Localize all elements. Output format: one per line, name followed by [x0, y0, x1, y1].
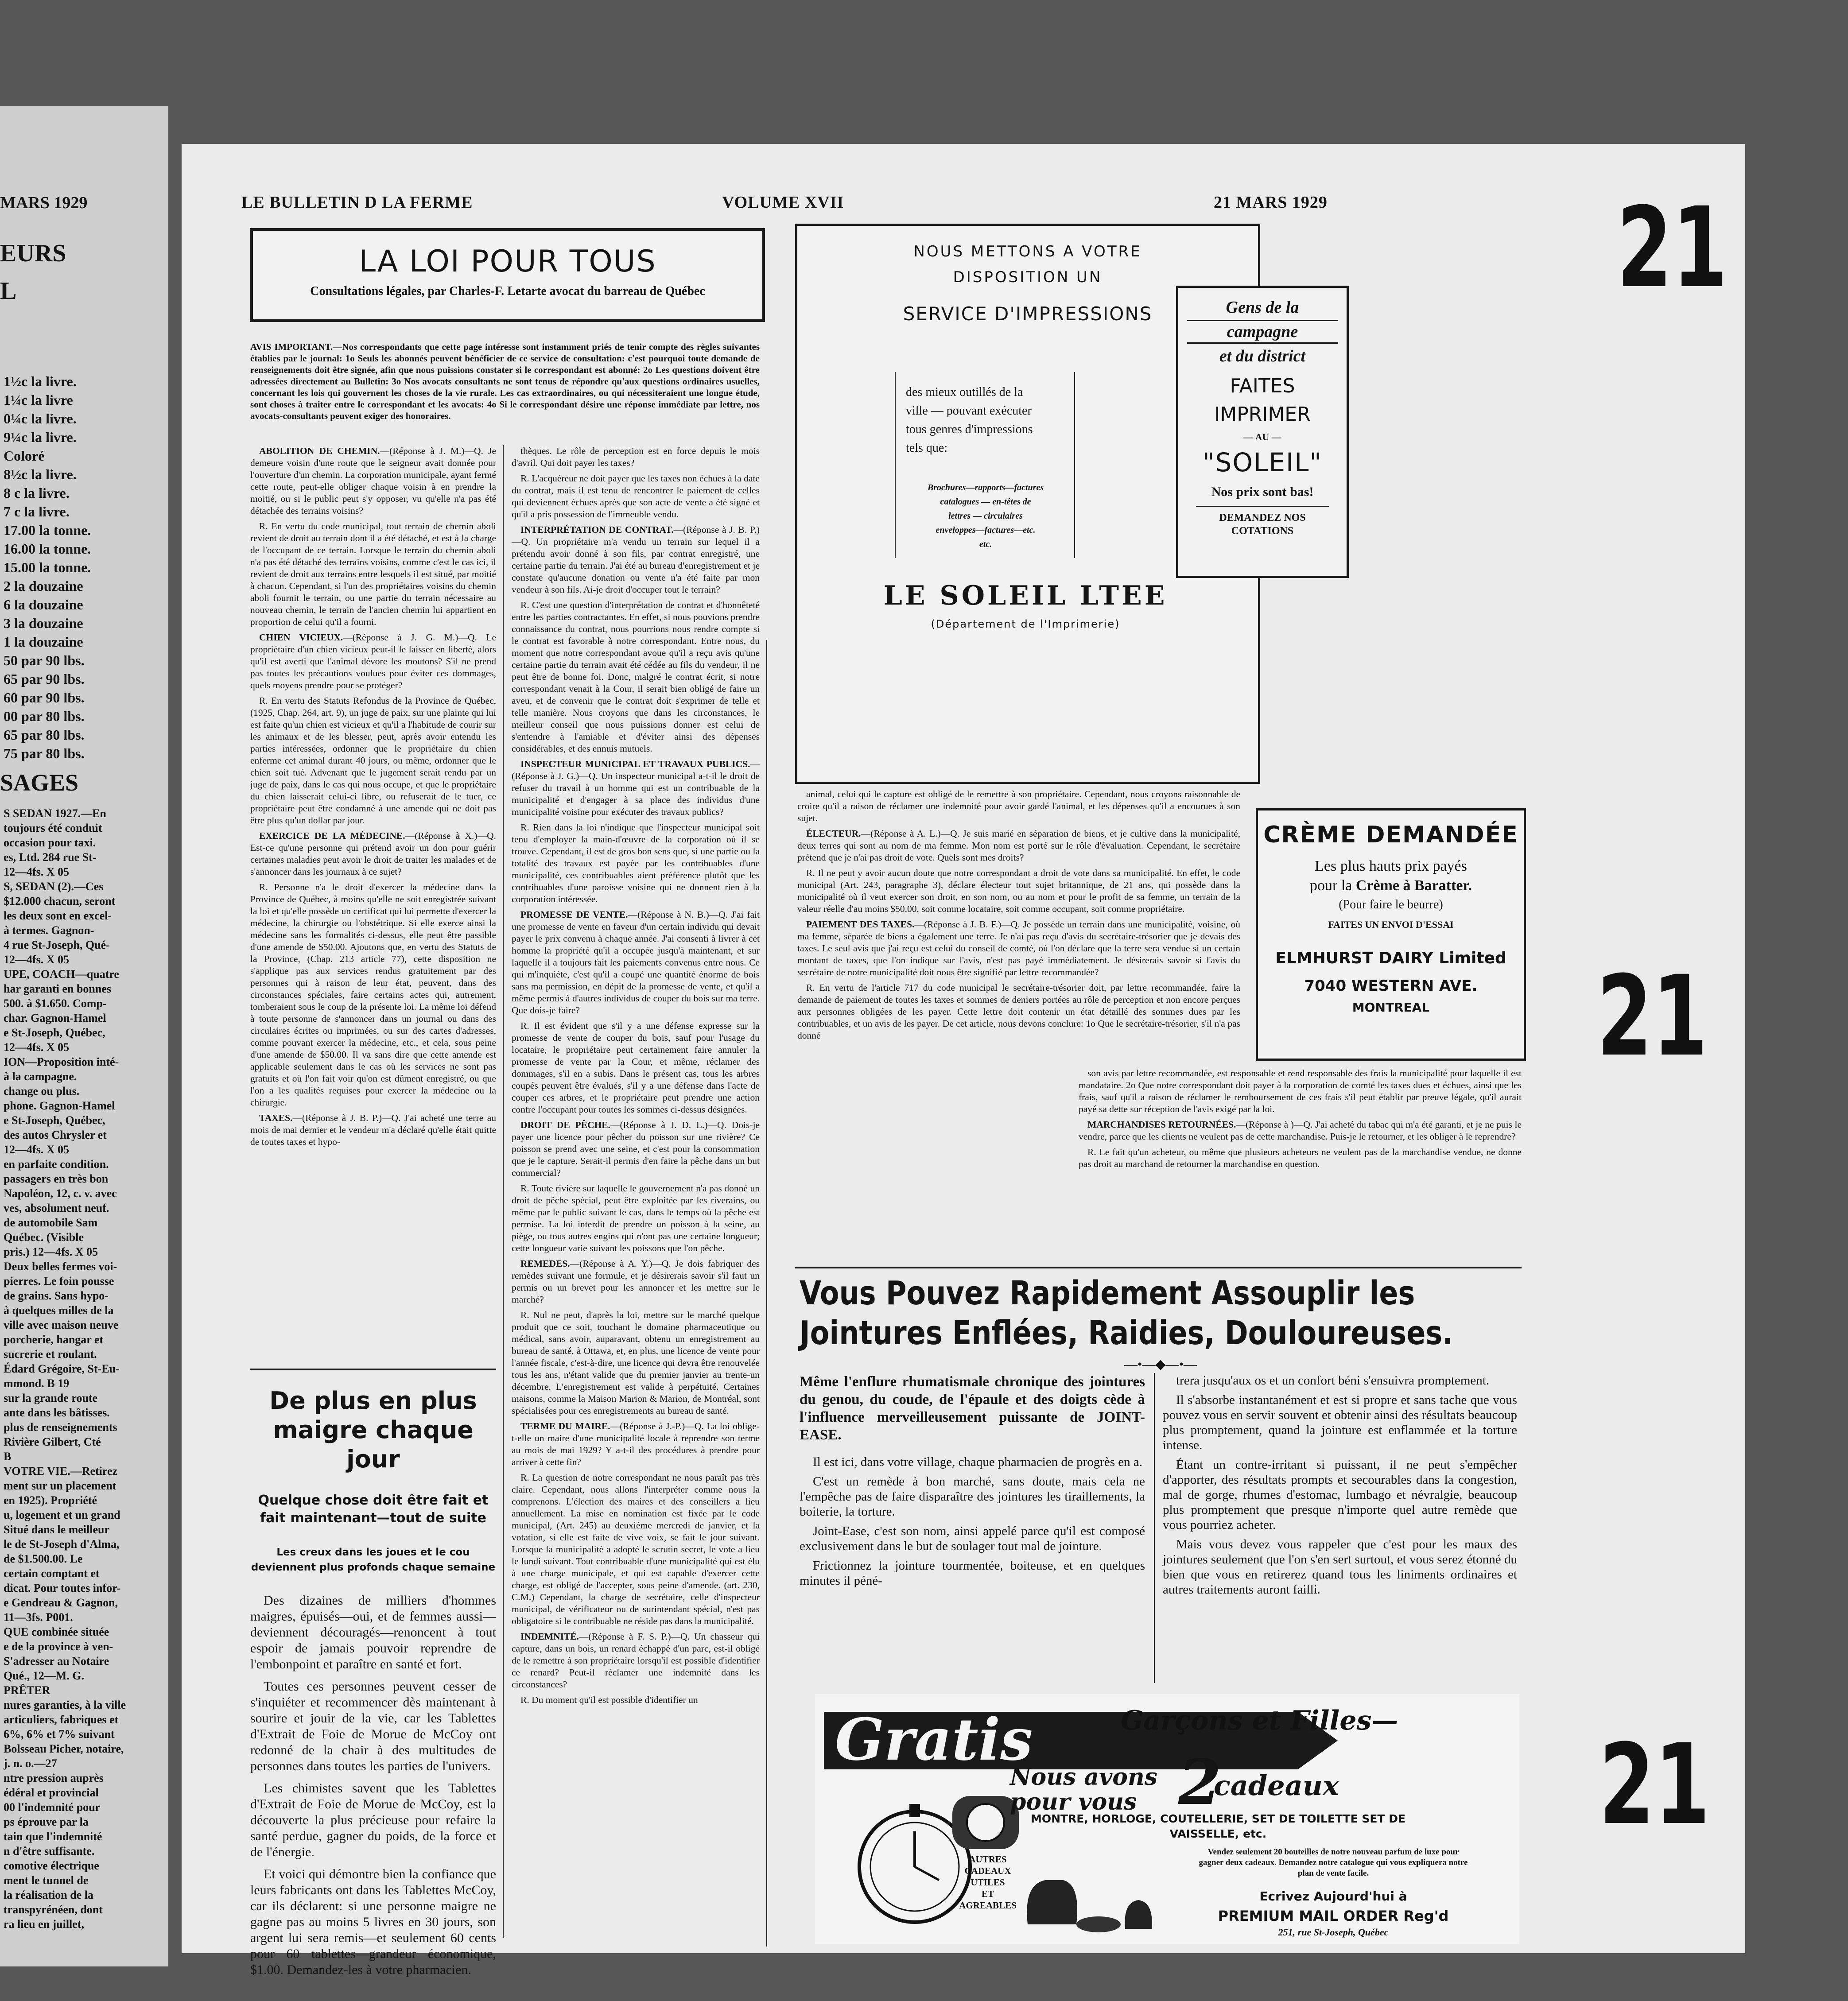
classified-line: S SEDAN 1927.—En	[4, 807, 106, 820]
classified-line: phone. Gagnon-Hamel	[4, 1099, 115, 1112]
page-number-21: 21	[1617, 183, 1728, 312]
classified-line: Qué., 12—M. G.	[4, 1669, 84, 1682]
article-text: R. Le fait qu'un acheteur, ou même que plusieurs acheteurs ne veulent pas de la marchandise vendue, ne donne pas droit au marchand de retourner la marchandise en question.	[1079, 1147, 1522, 1169]
article-text: R. En vertu du code municipal, tout terrain de chemin aboli revient de droit au terrain dont il a été détaché, et est à la charge de l'occupant de ce terrain. Lorsque le terrain du chemin aboli n'a pas été détaché des terrains voisins, comme c'est le cas ici, il revient de droit aux terrains entre lesquels il est situé, par moitié à chacun. Cependant, si l'un des propriétaires voisins du chemin aboli fournit le terrain, ou une partie du terrain nécessaire au nouveau chemin, le terrain de l'ancien chemin lui appartient en proportion de celui qu'il a fourni.	[250, 521, 496, 627]
maigre-ad	[250, 1369, 496, 1977]
divider	[1196, 506, 1329, 507]
classified-line: ION—Proposition inté-	[4, 1055, 119, 1068]
soleil-line2: DISPOSITION UN	[953, 268, 1103, 286]
article-text: —(Réponse à )—Q. J'ai acheté du tabac qui m'a été garanti, et je ne puis le vendre, parce que les clients ne veulent pas de cette marchandise. Puis-je le retourner, et les obliger à le reprendre?	[1079, 1119, 1522, 1142]
jointures-headline-2: Jointures Enflées, Raidies, Douloureuses.	[800, 1314, 1453, 1352]
gratis-ad	[815, 1694, 1519, 1944]
article-text: R. Nul ne peut, d'après la loi, mettre sur le marché quelque produit que ce soit, touchant le domaine pharmaceutique ou médical, sans avoir, auparavant, obtenu un enregistrement au bureau de santé, à Ottawa, et, en plus, une licence de vente pour l'année fiscale, c'est-à-dire, une licence qui devra être renouvelée tous les ans, n'étant valide que du premier janvier au trente-un décembre. L'enregistrement est valide à perpétuité. Certaines maisons, comme la Maison Marion & Marion, de Montréal, sont spécialisées pour ces enregistrements au bureau de santé.	[512, 1310, 760, 1416]
divider	[895, 372, 896, 558]
classified-line: Bolsseau Picher, notaire,	[4, 1742, 124, 1755]
article-text: R. La question de notre correspondant ne nous paraît pas très claire. Cependant, nous allons l'interpréter comme nous la comprenons. L'élection des maires et des conseillers a lieu annuellement. La mise en nomination est fixée par le code municipal, (Art. 245) au deuxième mercredi de janvier, et la votation, si elle est faite de vive voix, se fait le jour suivant. Lorsque la municipalité a adopté le scrutin secret, le vote a lieu le lundi suivant. Tout contribuable d'une municipalité qui est élu à une charge municipale, et qui est capable d'exercer cette charge, est obligé de l'accepter, sous peine d'amende. (art. 230, C.M.) Cependant, la charge de secrétaire, celle d'inspecteur municipal, de vérificateur ou de surintendant spécial, n'est pas obligatoire si le contribuable ne réside pas dans la municipalité.	[512, 1472, 760, 1626]
classified-line: pris.) 12—4fs. X 05	[4, 1245, 98, 1258]
classified-line: S'adresser au Notaire	[4, 1655, 109, 1668]
classified-line: de grains. Sans hypo-	[4, 1289, 109, 1302]
classified-line: porcherie, hangar et	[4, 1333, 104, 1346]
classified-line: Québec. (Visible	[4, 1231, 84, 1244]
classified-line: e Gendreau & Gagnon,	[4, 1596, 118, 1609]
classified-line: toujours été conduit	[4, 822, 102, 834]
soleil-item: catalogues — en-têtes de	[940, 497, 1031, 507]
masthead-volume: VOLUME XVII	[722, 193, 844, 212]
article-text: —(Réponse à J. B. P.)—Q. J'ai acheté une terre au mois de mai dernier et le vendeur m'a déclaré qu'elle était quitte de toutes taxes et hypo-	[250, 1113, 496, 1147]
classified-line: articuliers, fabriques et	[4, 1713, 119, 1726]
article-text: R. L'acquéreur ne doit payer que les taxes non échues à la date du contrat, mais il est tenu de rencontrer le paiement de celles qui deviennent échues après que son acte de vente a été signé et qu'il a pris possession de l'immeuble vendu.	[512, 473, 760, 520]
classified-line: S, SEDAN (2).—Ces	[4, 880, 104, 893]
side-l8: Nos prix sont bas!	[1211, 485, 1314, 499]
article-paragraph	[512, 1420, 760, 1468]
classified-line: har garanti en bonnes	[4, 982, 111, 995]
article-text: R. Il ne peut y avoir aucun doute que notre correspondant a droit de vote dans sa municipalité. En effet, le code municipal (Art. 243, paragraphe 3), déclare électeur tout sujet britannique, de 21 ans, qui possède dans la municipalité où il veut exercer son droit, en son nom, ou au nom et pour le profit de sa femme, un terrain de la valeur réelle d'au moins $50.00, soit comme locataire, soit comme occupant, soit comme propriétaire.	[797, 868, 1240, 914]
article-heading: INDEMNITÉ.	[520, 1631, 579, 1642]
maigre-headline: De plus en plus maigre chaque jour	[269, 1387, 477, 1473]
classified-line: les deux sont en excel-	[4, 909, 112, 922]
article-paragraph	[1079, 1067, 1522, 1115]
classified-line: 12—4fs. X 05	[4, 865, 70, 878]
classified-line: ves, absolument neuf.	[4, 1202, 109, 1214]
classified-line: ment le tunnel de	[4, 1874, 89, 1887]
article-text: R. Du moment qu'il est possible d'identifier un	[520, 1695, 698, 1705]
jointures-left-col	[800, 1454, 1145, 1588]
price-line: 3 la douzaine	[4, 615, 83, 631]
gratis-nous: Nous avons pour vous	[1010, 1764, 1158, 1815]
creme-l4: FAITES UN ENVOI D'ESSAI	[1328, 919, 1454, 930]
paragraph: trera jusqu'aux os et un confort béni s'ensuivra promptement.	[1176, 1373, 1490, 1388]
article-heading: MARCHANDISES RETOURNÉES.	[1087, 1119, 1236, 1130]
classified-line: la réalisation de la	[4, 1889, 93, 1901]
side-l2: campagne	[1187, 320, 1338, 344]
article-paragraph	[797, 788, 1240, 824]
jointures-ad	[800, 1273, 1522, 1699]
classified-line: ante dans les bâtisses.	[4, 1406, 110, 1419]
price-line: 60 par 90 lbs.	[4, 690, 85, 706]
classified-line: ville avec maison neuve	[4, 1318, 119, 1331]
loi-column-4	[1079, 1067, 1522, 1262]
tea-set-icon	[1027, 1880, 1152, 1932]
classified-line: des autos Chrysler et	[4, 1128, 107, 1141]
classified-line: 4 rue St-Joseph, Qué-	[4, 938, 110, 951]
price-line: 15.00 la tonne.	[4, 559, 91, 575]
classified-line: dicat. Pour toutes infor-	[4, 1582, 121, 1594]
classified-line: es, Ltd. 284 rue St-	[4, 851, 97, 864]
article-heading: ABOLITION DE CHEMIN.	[259, 446, 380, 456]
left-page-date: MARS 1929	[0, 194, 88, 212]
article-paragraph	[797, 982, 1240, 1042]
price-line: 17.00 la tonne.	[4, 522, 91, 538]
article-heading: TERME DU MAIRE.	[520, 1421, 610, 1431]
jointures-right-col	[1163, 1373, 1517, 1602]
loi-column-1	[250, 445, 496, 1362]
creme-l2b: Crème à Baratter.	[1355, 877, 1472, 894]
left-page-section: SAGES	[0, 769, 79, 796]
article-paragraph	[797, 919, 1240, 978]
masthead-date: 21 MARS 1929	[1214, 193, 1328, 212]
classified-line: Rivière Gilbert, Cté	[4, 1435, 101, 1448]
gratis-word: Gratis	[835, 1706, 1033, 1773]
article-text: R. En vertu des Statuts Refondus de la Province de Québec, (1925, Chap. 264, art. 9), un juge de paix, sur une plainte qui lui est faite qu'un chien est vicieux et qu'il a l'habitude de courir sur les animaux et de les blesser, peut, après avoir entendu les parties intéressées, ordonner que le propriétaire du chien enferme cet animal durant 40 jours, ou même, ordonner que le chien soit tué. Advenant que le jugement serait rendu par un juge de paix, dans le cas qui nous occupe, et que le propriétaire du chien laisserait celui-ci libre, ou refuserait de le tuer, ce propriétaire peut être condamné à une amende qui ne doit pas être plus qu'un dollar par jour.	[250, 695, 496, 826]
newspaper-page	[182, 144, 1745, 1977]
paragraph: C'est un remède à bon marché, sans doute, mais cela ne l'empêche pas de faire disparaître des jointures les tiraillements, la boiterie, la torture.	[800, 1474, 1145, 1519]
soleil-side-box	[1176, 286, 1349, 578]
classified-line: à termes. Gagnon-	[4, 924, 94, 937]
gratis-vendez: Vendez seulement 20 bouteilles de notre nouveau parfum de luxe pour gagner deux cadeaux. Demandez notre catalogue qui vous expliquera notre plan de vente facile.	[1199, 1847, 1468, 1878]
classified-line: transpyrénéen, dont	[4, 1903, 103, 1916]
article-heading: PROMESSE DE VENTE.	[520, 909, 628, 920]
soleil-item: lettres — circulaires	[948, 511, 1023, 521]
soleil-items	[901, 481, 1070, 551]
article-text: R. C'est une question d'interprétation de contrat et d'honnêteté entre les parties contractantes. En effet, si nous pouvions prendre connaissance du contrat, nous pourrions nous rendre compte si le contrat est favorable à notre correspondant. Entre nous, du moment que notre correspondant avoue qu'il a reçu avis qu'une certaine partie du terrain avait été cédée au fils du vendeur, il ne peut être de bonne foi. Donc, malgré le contrat écrit, si notre correspondant venait à la Cour, il serait bien obligé de faire un aveu, et de convenir que le contrat doit s'exprimer de telle et telle manière. Nous croyons que dans les circonstances, le meilleur conseil que nous puissions donner est celui de s'entendre à l'amiable et d'éviter ainsi des dépenses considérables, et des ennuis mutuels.	[512, 600, 760, 754]
classified-line: 6%, 6% et 7% suivant	[4, 1728, 115, 1741]
side-l1: Gens de la	[1226, 298, 1299, 317]
article-text: R. En vertu de l'article 717 du code municipal le secrétaire-trésorier doit, par lettre recommandée, faire la demande de paiement de toutes les taxes et sommes de deniers portées au rôle de perception et non encore perçues aux personnes obligées de les payer. Cette lettre doit contenir un état détaillé des sommes dues par les contribuables, et un avis de les payer. De cet article, nous devons conclure: 1o Que le secrétaire-trésorier, s'il n'a pas donné	[797, 982, 1240, 1041]
price-line: 2 la douzaine	[4, 578, 83, 594]
soleil-item: enveloppes—factures—etc.	[936, 525, 1036, 535]
classified-line: e St-Joseph, Québec,	[4, 1114, 105, 1127]
classified-line: tain que l'indemnité	[4, 1830, 102, 1843]
article-paragraph	[512, 758, 760, 818]
soleil-body	[906, 383, 1070, 458]
article-text: —(Réponse à J. B. P.)—Q. Un propriétaire m'a vendu un terrain sur lequel il a prétendu avoir donné à son fils, par contrat enregistré, une certaine partie du terrain. J'ai été au bureau d'enregistrement et je constate qu'aucune donation ou vente n'a été faite par mon vendeur à son fils. Ai-je droit d'occuper tout le terrain?	[512, 524, 760, 595]
price-line: 65 par 90 lbs.	[4, 671, 85, 687]
article-paragraph	[250, 695, 496, 826]
soleil-body-line: des mieux outillés de la	[906, 385, 1023, 399]
article-text: —(Réponse à J. B. F.)—Q. Je possède un terrain dans une municipalité, voisine, où ma femme, séparée de biens a également une terre. Je n'ai pas reçu d'avis du secrétaire-trésorier que je devais des taxes. Le seul avis que j'ai reçu est celui du conseil de comté, où l'on déclare que la terre sera vendue si un certain montant de taxes, que l'on indique sur l'avis, n'est pas payé immédiatement. Je désirerais savoir si l'avis du secrétaire de notre municipalité doit nous être signifié par lettre recommandée?	[797, 919, 1240, 977]
article-heading: INSPECTEUR MUNICIPAL ET TRAVAUX PUBLICS.	[520, 759, 750, 769]
price-line: 16.00 la tonne.	[4, 541, 91, 557]
price-line: 50 par 90 lbs.	[4, 652, 85, 668]
jointures-lead: Même l'enflure rhumatismale chronique des jointures du genou, du coude, de l'épaule et des doigts cède à l'influence merveilleusement puissante de JOINT-EASE.	[800, 1374, 1145, 1443]
price-line: 65 par 80 lbs.	[4, 727, 85, 743]
classified-line: nures garanties, à la ville	[4, 1699, 126, 1711]
creme-l1: Les plus hauts prix payés	[1315, 858, 1467, 874]
creme-l6: 7040 WESTERN AVE.	[1304, 977, 1478, 995]
article-paragraph	[512, 1694, 760, 1706]
soleil-name: LE SOLEIL LTEE	[883, 580, 1168, 611]
soleil-item: etc.	[979, 539, 992, 549]
gratis-autres-line: ET	[981, 1889, 994, 1899]
classified-line: 500. à $1.650. Comp-	[4, 997, 107, 1010]
article-paragraph	[250, 520, 496, 628]
price-line: 1½c la livre.	[4, 373, 77, 389]
article-paragraph	[512, 473, 760, 520]
side-l4: FAITES	[1230, 375, 1295, 397]
article-heading: PAIEMENT DES TAXES.	[806, 919, 915, 930]
classified-line: passagers en très bon	[4, 1172, 109, 1185]
divider	[1074, 372, 1075, 558]
gratis-items: MONTRE, HORLOGE, COUTELLERIE, SET DE TOILETTE SET DE VAISSELLE, etc.	[1030, 1812, 1406, 1840]
classified-line: de automobile Sam	[4, 1216, 98, 1229]
classified-line: certain comptant et	[4, 1567, 100, 1580]
article-paragraph	[512, 1183, 760, 1254]
article-paragraph	[250, 881, 496, 1109]
classified-line: ment sur un placement	[4, 1479, 116, 1492]
classified-line: n d'être suffisante.	[4, 1845, 95, 1858]
gratis-autres-line: AGREABLES	[959, 1900, 1017, 1911]
article-paragraph	[512, 1258, 760, 1306]
creme-l2a: pour la	[1310, 877, 1356, 894]
classified-line: PRÊTER	[4, 1684, 50, 1697]
classified-line: à quelques milles de la	[4, 1304, 114, 1317]
soleil-line1: NOUS METTONS A VOTRE	[913, 243, 1142, 260]
classified-line: j. n. o.—27	[4, 1757, 57, 1770]
classified-line: $12.000 chacun, seront	[4, 895, 116, 907]
divider	[795, 1267, 1522, 1268]
soleil-service: SERVICE D'IMPRESSIONS	[903, 303, 1153, 325]
paragraph: Les chimistes savent que les Tablettes d'Extrait de Foie de Morue de McCoy, est la découverte la plus précieuse pour refaire la santé perdue, gagner du poids, de la force et de l'énergie.	[250, 1781, 496, 1859]
left-page-header: EURS	[0, 240, 66, 267]
masthead-paper: LE BULLETIN D LA FERME	[241, 193, 473, 212]
loi-title-box	[250, 228, 765, 322]
gratis-company: PREMIUM MAIL ORDER Reg'd	[1218, 1908, 1449, 1924]
article-heading: TAXES.	[259, 1113, 293, 1123]
classified-line: pierres. Le foin pousse	[4, 1275, 114, 1287]
side-l5: IMPRIMER	[1214, 403, 1311, 426]
loi-title: LA LOI POUR TOUS	[359, 244, 656, 279]
article-paragraph	[1079, 1146, 1522, 1170]
classified-line: sur la grande route	[4, 1392, 98, 1404]
article-text: —(Réponse à A. Y.)—Q. Je dois fabriquer des remèdes suivant une formule, et je désirerais savoir s'il faut un permis ou un brevet pour les annoncer et les mettre sur le marché?	[512, 1258, 760, 1305]
article-text: son avis par lettre recommandée, est responsable et rend responsable des frais la municipalité pour laquelle il est mandataire. 2o Que notre correspondant doit payer à la corporation de comté les taxes dues et échues, ainsi que les frais, sauf qu'il a raison de réclamer le remboursement de ces frais s'il peut établir par preuve légale, qu'il aurait payé sa dette sur réception de l'avis exigé par la loi.	[1079, 1068, 1522, 1114]
loi-notice: AVIS IMPORTANT.—Nos correspondants que cette page intéresse sont instamment priés de tenir compte des règles suivantes établies par le journal: 1o Seuls les abonnés peuvent bénéficier de ce service de consultation: c'est pourquoi toute demande de renseignements doit être signée, afin que nous puissions constater si le correspondant est abonné: 2o Les questions doivent être adressées directement au Bulletin: 3o Nos avocats consultants ne sont tenus de répondre qu'aux questions ordinaires usuelles, concernant les lois qui gouvernent les choses de la vie rurale. Les cas extraordinaires, ou qui nécessiteraient une longue étude, sont choses à traiter entre le correspondant et les avocats: 4o Si le correspondant désire une réponse immédiate par lettre, nos avocats-consultants peuvent exiger des honoraires.	[250, 341, 760, 421]
price-line: 00 par 80 lbs.	[4, 708, 85, 724]
side-l3: et du district	[1219, 347, 1306, 365]
gratis-autres-line: AUTRES	[969, 1854, 1007, 1865]
divider	[250, 1369, 496, 1370]
classified-ads	[4, 806, 167, 1931]
price-line: 7 c la livre.	[4, 504, 70, 520]
article-text: R. Rien dans la loi n'indique que l'inspecteur municipal soit tenu d'employer la main-d'œuvre de la corporation où il se trouve. Cependant, il est de gros bon sens que, si une partie ou la totalité des travaux est payée par les contribuables d'une municipalité, ces contribuables aient préférence plutôt que les contribuables d'une paroisse voisine qui ne donnent rien à la corporation intéressée.	[512, 822, 760, 904]
classified-line: 11—3fs. P001.	[4, 1611, 73, 1624]
classified-line: mmond. B 19	[4, 1377, 70, 1390]
loi-column-2	[512, 445, 760, 1947]
classified-line: change ou plus.	[4, 1085, 80, 1097]
paragraph: Toutes ces personnes peuvent cesser de s'inquiéter et recommencer dès maintenant à sourire et jouir de la vie, car les Tablettes d'Extrait de Foie de Morue de McCoy ont redonné de la chair à des multitudes de personnes dans toutes les parties de l'univers.	[250, 1679, 496, 1773]
article-text: —(Réponse à J. G.)—Q. Un inspecteur municipal a-t-il le droit de refuser du travail à un homme qui est un contribuable de la municipalité et d'engager à sa place des individus d'une municipalité voisine pour exécuter des travaux publics?	[512, 759, 760, 817]
article-heading: CHIEN VICIEUX.	[259, 632, 343, 643]
price-line: 6 la douzaine	[4, 597, 83, 613]
article-paragraph	[512, 445, 760, 469]
price-list	[4, 372, 163, 763]
soleil-body-line: tous genres d'impressions	[906, 423, 1033, 436]
classified-line: UPE, COACH—quatre	[4, 968, 119, 981]
article-heading: REMEDES.	[520, 1258, 570, 1269]
paragraph: Étant un contre-irritant si puissant, il ne peut s'empêcher d'apporter, des résultats prompts et secourables dans la congestion, mal de gorge, rhumes d'estomac, lumbago et névralgie, beaucoup plus promptement que presque n'importe quel autre remède que vous pourriez acheter.	[1163, 1458, 1517, 1532]
article-text: —(Réponse à J.-P.)—Q. La loi oblige-t-elle un maire d'une municipalité locale à reprendre son terme au mois de mai 1929? Y a-t-il des procédures à prendre pour arriver à cette fin?	[512, 1421, 760, 1467]
classified-line: QUE combinée située	[4, 1625, 109, 1638]
article-paragraph	[797, 828, 1240, 864]
classified-line: en parfaite condition.	[4, 1158, 109, 1171]
classified-line: e de la province à ven-	[4, 1640, 113, 1653]
article-paragraph	[797, 867, 1240, 915]
article-text: thèques. Le rôle de perception est en force depuis le mois d'avril. Qui doit payer les taxes?	[512, 446, 760, 468]
classified-line: 12—4fs. X 05	[4, 1041, 70, 1054]
article-heading: ÉLECTEUR.	[806, 828, 861, 839]
creme-ad	[1256, 808, 1526, 1061]
article-paragraph	[250, 632, 496, 691]
classified-line: 12—4fs. X 05	[4, 1143, 70, 1156]
page-number-21: 21	[1597, 952, 1708, 1081]
loi-subtitle: Consultations légales, par Charles-F. Letarte avocat du barreau de Québec	[310, 284, 705, 298]
classified-line: de $1.500.00. Le	[4, 1552, 83, 1565]
price-line: 0¼c la livre.	[4, 411, 77, 427]
price-line: 75 par 80 lbs.	[4, 745, 85, 761]
article-paragraph	[250, 1112, 496, 1148]
side-l9: DEMANDEZ NOS	[1219, 512, 1306, 524]
article-paragraph	[250, 445, 496, 517]
maigre-subhead-2: Les creux dans les joues et le cou deviennent plus profonds chaque semaine	[251, 1547, 496, 1573]
article-paragraph	[512, 1119, 760, 1179]
paragraph: Et voici qui démontre bien la confiance que leurs fabricants ont dans les Tablettes McCoy, car ils déclarent: si une personne maigre ne gagne pas au moins 5 livres en 30 jours, son argent lui sera remis—et seulement 60 cents pour 60 tablettes—grandeur économique, $1.00. Demandez-les à votre pharmacien.	[250, 1867, 496, 1977]
article-heading: INTERPRÉTATION DE CONTRAT.	[520, 524, 674, 535]
classified-line: le de St-Joseph d'Alma,	[4, 1538, 120, 1551]
price-line: 9¼c la livre.	[4, 429, 77, 445]
article-paragraph	[1079, 1119, 1522, 1143]
article-text: —(Réponse à J. M.)—Q. Je demeure voisin d'une route que le seigneur avait donnée pour l'ouverture d'un chemin. La corporation municipale, ayant fermé cette route, peut-elle obliger chaque voisin à en prendre la moitié, ou si le public peut s'y opposer, vu qu'elle n'a pas été détachée des terrains voisins?	[250, 446, 496, 516]
classified-line: 12—4fs. X 05	[4, 953, 70, 966]
article-text: —(Réponse à X.)—Q. Est-ce qu'une personne qui prétend avoir un don pour guérir certaines maladies peut avoir le droit de traiter les malades et de s'annoncer dans les journaux à ce sujet?	[250, 830, 496, 877]
creme-l7: MONTREAL	[1352, 1000, 1430, 1015]
creme-l3: (Pour faire le beurre)	[1339, 898, 1443, 911]
article-text: —(Réponse à J. D. L.)—Q. Dois-je payer une licence pour pêcher du poisson sur une rivière? Ce poisson se prend avec une seine, et c'est pour la consommation que je le capture. Serait-il permis d'en faire la pêche dans un but commercial?	[512, 1120, 760, 1178]
classified-line: occasion pour taxi.	[4, 836, 96, 849]
classified-line: ra lieu en juillet,	[4, 1918, 84, 1931]
article-heading: DROIT DE PÊCHE.	[520, 1120, 610, 1130]
classified-line: B	[4, 1450, 12, 1463]
paragraph: Il s'absorbe instantanément et est si propre et sans tache que vous pouvez vous en servir souvent et obtenir ainsi des résultats beaucoup plus promptement, quand la jointure est enflammée et la torture intense.	[1163, 1393, 1517, 1452]
price-line: 8 c la livre.	[4, 485, 70, 501]
column-rule	[1154, 1373, 1155, 1683]
paragraph: Mais vous devez vous rappeler que c'est pour les maux des jointures seulement que l'on s'en sert surtout, et vous serez étonné du bien que vous en retirerez quand tous les liniments ordinaires et autres traitements auront failli.	[1163, 1537, 1517, 1597]
classified-line: char. Gagnon-Hamel	[4, 1012, 106, 1024]
classified-line: plus de renseignements	[4, 1421, 117, 1434]
creme-l5: ELMHURST DAIRY Limited	[1275, 949, 1506, 967]
article-text: —(Réponse à A. L.)—Q. Je suis marié en séparation de biens, et je cultive dans la municipalité, deux terres qui sont au nom de ma femme. Mon nom est porté sur le rôle d'évaluation. Cependant, le secrétaire prétend que je n'ai pas droit de vote. Quels sont mes droits?	[797, 828, 1240, 863]
gratis-two: 2	[1178, 1746, 1222, 1819]
article-paragraph	[512, 1309, 760, 1417]
classified-line: VOTRE VIE.—Retirez	[4, 1465, 118, 1477]
classified-line: Napoléon, 12, c. v. avec	[4, 1187, 117, 1200]
soleil-dept: (Département de l'Imprimerie)	[931, 618, 1120, 630]
gratis-address: 251, rue St-Joseph, Québec	[1278, 1927, 1389, 1938]
classified-line: 00 l'indemnité pour	[4, 1801, 101, 1814]
soleil-body-line: tels que:	[906, 441, 948, 455]
article-text: R. Toute rivière sur laquelle le gouvernement n'a pas donné un droit de pêche spécial, peut être exploitée par les riverains, ou même par le public suivant le cas, dans le temps où la pêche est permise. La loi interdit de prendre un poisson à la seine, au piège, ou tous autres engins qui n'ont pas une certaine longueur; cette longueur varie suivant les poissons que l'on pêche.	[512, 1183, 760, 1253]
article-text: R. Personne n'a le droit d'exercer la médecine dans la Province de Québec, à moins qu'elle ne soit enregistrée suivant la loi et qu'elle possède un certificat qui lui permette d'exercer la médecine, la chirurgie ou l'obstétrique. Si elle exerce ainsi la médecine sans les formalités ci-dessus, elle peut être passible d'une amende de $50.00. Ajoutons que, en vertu des Statuts de la Province, (Chap. 213 article 77), cette disposition ne s'applique pas aux services rendus gratuitement par des personnes qui à raison de leur état, peuvent, dans des circonstances spéciales, faire certains actes qui, autrement, tomberaient sous le coup de la présente loi. La même loi défend à toute personne de s'annoncer dans un journal ou dans des circulaires écrites ou imprimées, ou sur des cartes d'adresses, comme pouvant exercer la médecine, etc., et cela, sous peine d'une amende de $50.00. Il va sans dire que cette amende est applicable seulement dans le cas où les services ne sont pas gratuits et où l'on fait voir qu'on est dûment enregistré, ou que l'on a les qualités requises pour exercer la médecine ou la chirurgie.	[250, 882, 496, 1108]
article-paragraph	[512, 524, 760, 596]
classified-line: e St-Joseph, Québec,	[4, 1026, 105, 1039]
article-heading: EXERCICE DE LA MÉDECINE.	[259, 830, 405, 841]
left-page-header-2: L	[0, 277, 17, 305]
column-rule	[766, 640, 767, 1947]
classified-line: ntre pression auprès	[4, 1772, 104, 1784]
price-line: 8½c la livre.	[4, 466, 77, 482]
article-paragraph	[512, 599, 760, 755]
classified-line: Situé dans le meilleur	[4, 1523, 110, 1536]
jointures-headline-1: Vous Pouvez Rapidement Assouplir les	[800, 1274, 1415, 1312]
previous-page-fragment	[0, 106, 168, 1966]
classified-line: ps éprouve par la	[4, 1815, 89, 1828]
article-text: R. Il est évident que s'il y a une défense expresse sur la promesse de vente de couper du bois, sauf pour l'usage du locataire, le propriétaire peut certainement faire annuler la promesse de vente par la Cour, et même, réclamer des dommages, s'il en a subis. Dans le présent cas, tous les arbres coupés peuvent être évalués, s'il y a une défense dans l'acte de couper ces arbres, et le propriétaire peut prendre une action contre l'occupant pour toutes les sommes ci-dessus désignées.	[512, 1020, 760, 1115]
article-paragraph	[250, 830, 496, 878]
price-line: 1 la douzaine	[4, 634, 83, 650]
page-number-21: 21	[1599, 1720, 1710, 1849]
classified-line: à la campagne.	[4, 1070, 77, 1083]
article-paragraph	[512, 822, 760, 905]
classified-line: Édard Grégoire, St-Eu-	[4, 1362, 120, 1375]
article-paragraph	[512, 1631, 760, 1691]
classified-line: comotive électrique	[4, 1859, 99, 1872]
classified-line: u, logement et un grand	[4, 1509, 120, 1521]
paragraph: Joint-Ease, c'est son nom, ainsi appelé parce qu'il est composé exclusivement dans le but de soulager tout mal de jointure.	[800, 1524, 1145, 1553]
classified-line: Deux belles fermes voi-	[4, 1260, 117, 1273]
gratis-autres-line: CADEAUX	[964, 1865, 1011, 1876]
classified-line: sucrerie et roulant.	[4, 1348, 97, 1361]
paragraph: Il est ici, dans votre village, chaque pharmacien de progrès en a.	[813, 1455, 1143, 1469]
classified-line: édéral et provincial	[4, 1786, 99, 1799]
gratis-cadeaux: cadeaux	[1214, 1769, 1339, 1802]
column-rule	[503, 445, 504, 1938]
article-text: animal, celui qui le capture est obligé de le remettre à son propriétaire. Cependant, nous croyons raisonnable de croire qu'il a raison de réclamer une indemnité pour avoir gardé l'animal, et les dépenses qu'il a encourues à son sujet.	[797, 789, 1240, 823]
side-l10: COTATIONS	[1231, 525, 1294, 537]
maigre-subhead: Quelque chose doit être fait et fait maintenant—tout de suite	[258, 1493, 489, 1526]
article-text: —(Réponse à J. G. M.)—Q. Le propriétaire d'un chien vicieux peut-il le laisser en liberté, alors qu'il est averti que l'animal dévore les moutons? S'il ne prend pas toutes les précautions voulues pour éviter ces dommages, quels moyens prendre pour se protéger?	[250, 632, 496, 690]
paragraph: Des dizaines de milliers d'hommes maigres, épuisés—oui, et de femmes aussi—deviennent découragés—renoncent à tout espoir de jamais pouvoir reprendre de l'embonpoint et paraître en santé et fort.	[250, 1593, 496, 1671]
side-l7: "SOLEIL"	[1202, 447, 1323, 477]
soleil-body-line: ville — pouvant exécuter	[906, 404, 1032, 418]
maigre-body	[250, 1593, 496, 1978]
article-paragraph	[512, 1020, 760, 1116]
gratis-garcons: Garçons et Filles—	[1121, 1705, 1398, 1736]
paragraph: Frictionnez la jointure tourmentée, boiteuse, et en quelques minutes il péné-	[800, 1559, 1145, 1588]
soleil-item: Brochures—rapports—factures	[927, 483, 1044, 492]
side-l6: — AU —	[1243, 431, 1281, 442]
gratis-autres-line: UTILES	[971, 1877, 1005, 1888]
ornament: —•—◆—•—	[1124, 1357, 1197, 1372]
price-line: 1¼c la livre	[4, 392, 73, 408]
article-text: —(Réponse à F. S. P.)—Q. Un chasseur qui capture, dans un bois, un renard échappé d'un parc, est-il obligé de le remettre à son propriétaire lorsqu'il est possible d'identifier ce renard? Peut-il réclamer une indemnité dans les circonstances?	[512, 1631, 760, 1690]
article-paragraph	[512, 909, 760, 1016]
article-paragraph	[512, 1472, 760, 1627]
price-line: Coloré	[4, 448, 45, 464]
gratis-ecrivez: Ecrivez Aujourd'hui à	[1259, 1889, 1407, 1904]
classified-line: en 1925). Propriété	[4, 1494, 97, 1507]
article-text: —(Réponse à N. B.)—Q. J'ai fait une promesse de vente en faveur d'un certain individu qui devait payer le prix convenu à chaque année. J'ai consenti à livrer à cet homme la propriété qu'il a occupée jusqu'à maintenant, et sur laquelle il a toujours fait les paiements convenus entre nous. Ce qui m'inquiète, c'est qu'il a coupé une quantité énorme de bois sans ma permission, en dépit de la promesse de vente, et qu'il a même permis à d'autres individus de couper du bois sur ma terre. Que dois-je faire?	[512, 909, 760, 1016]
creme-title: CRÈME DEMANDÉE	[1263, 822, 1518, 848]
gratis-autres	[957, 1854, 1019, 1911]
